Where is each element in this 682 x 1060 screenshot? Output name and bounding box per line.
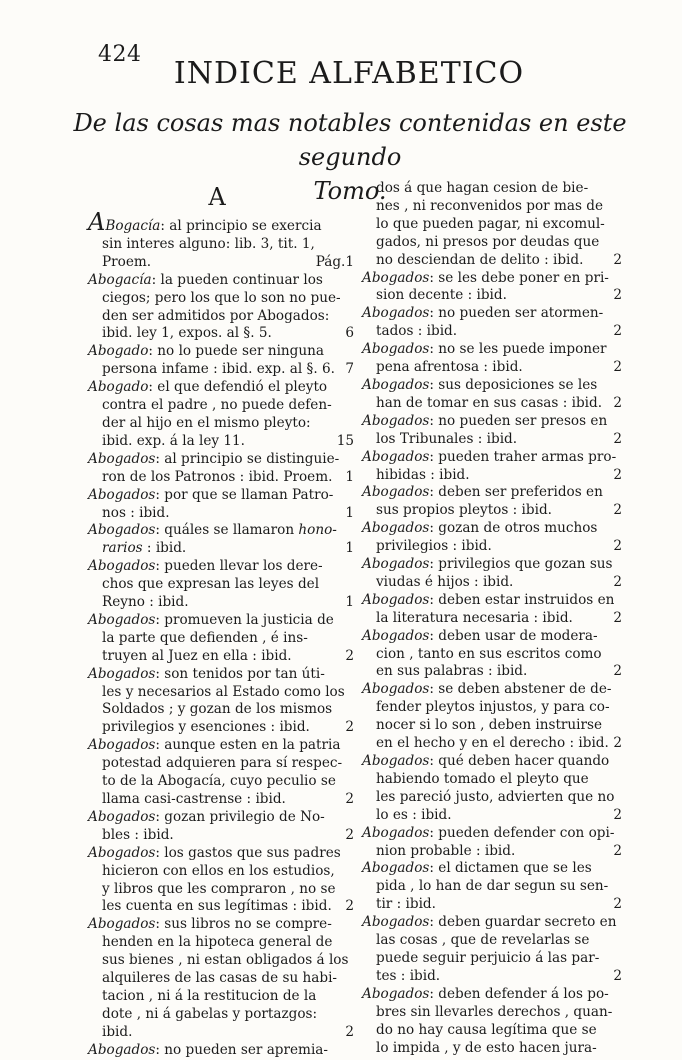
page-reference: 2 — [613, 502, 622, 519]
entry-text: henden en la hipoteca general de — [102, 934, 333, 951]
entry-line — [362, 789, 614, 807]
entry-text: : sus deposiciones se les — [429, 376, 598, 393]
entry-line — [88, 308, 346, 326]
page-reference: 6 — [345, 325, 354, 342]
index-entry — [362, 914, 622, 986]
entry-text: sion decente : ibid. — [376, 287, 507, 304]
entry-line — [88, 916, 346, 934]
entry-text: los Tribunales : ibid. — [376, 430, 518, 447]
index-column-right — [362, 180, 622, 1057]
entry-heading: Abogados — [362, 681, 430, 698]
entry-text: : sus libros no se compre- — [155, 916, 332, 933]
entry-text: gados, ni presos por deudas que — [376, 233, 600, 250]
entry-line — [362, 270, 614, 288]
index-entry — [88, 1042, 346, 1060]
page-reference: 2 — [345, 719, 354, 736]
entry-text: : se deben abstener de de- — [429, 681, 612, 698]
entry-heading: Abogados — [362, 412, 430, 429]
entry-line — [88, 236, 346, 254]
entry-text: no desciendan de delito : ibid. — [376, 251, 584, 268]
entry-line — [362, 628, 614, 646]
entry-text: truyen al Juez en ella : ibid. — [102, 647, 292, 664]
entry-text: : no lo puede ser ninguna — [148, 343, 325, 360]
page-reference: 2 — [345, 898, 354, 915]
entry-line — [88, 379, 346, 397]
entry-text: les cuenta en sus legítimas : ibid. — [102, 898, 332, 915]
entry-line — [88, 701, 346, 719]
entry-line — [362, 216, 614, 234]
entry-line — [362, 735, 622, 753]
entry-text: : aunque esten en la patria — [155, 737, 341, 754]
index-entry — [362, 448, 622, 485]
index-entry — [362, 520, 622, 556]
entry-line — [88, 487, 346, 505]
entry-heading: Abogados — [88, 1041, 156, 1058]
entry-line — [362, 914, 617, 932]
entry-line — [88, 343, 346, 361]
entry-text: : pueden traher armas pro- — [429, 448, 617, 465]
entry-text: : gozan privilegio de No- — [155, 808, 325, 825]
entry-text: contra el padre , no puede defen- — [102, 397, 332, 414]
index-entry — [88, 486, 354, 523]
page-reference: 1 — [345, 468, 354, 485]
entry-heading: Abogados — [362, 860, 430, 877]
index-entry — [362, 627, 622, 682]
entry-text: llama casi-castrense : ibid. — [102, 791, 286, 807]
entry-text: nion probable : ibid. — [376, 842, 516, 859]
entry-line — [362, 932, 614, 950]
entry-line — [88, 397, 346, 415]
entry-heading: Abogados — [362, 824, 430, 841]
entry-text: la parte que defienden , é ins- — [102, 629, 308, 646]
entry-line — [88, 898, 354, 916]
index-entry — [88, 808, 354, 845]
entry-text: : ibid. — [142, 540, 187, 557]
entry-text: Proem. — [102, 253, 152, 270]
entry-line — [88, 1023, 354, 1042]
entry-heading: Abogados — [88, 808, 156, 825]
index-entry — [362, 412, 622, 449]
index-entry — [88, 208, 354, 272]
entry-italic-tail: hono- — [298, 522, 337, 539]
entry-line — [88, 970, 346, 988]
entry-line — [362, 878, 614, 896]
entry-line — [88, 432, 354, 451]
entry-text: : deben usar de modera- — [429, 627, 598, 644]
entry-italic-text: rarios — [102, 540, 143, 557]
page-reference: 2 — [613, 323, 622, 340]
entry-text: pida , lo han de dar segun su sen- — [376, 878, 609, 895]
entry-heading: Abogados — [362, 448, 430, 465]
entry-text: : los gastos que sus padres — [155, 844, 341, 861]
entry-text: en el hecho y en el derecho : ibid. — [376, 735, 609, 752]
entry-text: nos : ibid. — [102, 504, 170, 521]
entry-line — [88, 325, 354, 343]
page-reference: 2 — [613, 394, 622, 411]
entry-line — [88, 719, 354, 737]
entry-heading: Abogacía — [88, 271, 152, 288]
entry-text: : deben estar instruidos en — [429, 591, 615, 608]
entry-text: ibid. — [102, 1023, 133, 1040]
entry-text: : gozan de otros muchos — [429, 520, 598, 537]
entry-text: dote , ni á gabelas y portazgos: — [102, 1005, 318, 1022]
index-entry — [88, 665, 354, 738]
index-entry — [362, 305, 622, 341]
entry-text: : no pueden ser apremia- — [155, 1041, 328, 1058]
entry-line — [88, 468, 354, 487]
entry-text: ron de los Patronos : ibid. Proem. — [102, 468, 333, 485]
entry-heading: Abogados — [88, 737, 156, 754]
entry-text: : la pueden continuar los — [151, 271, 323, 288]
entry-text: les pareció justo, advierten que no — [376, 788, 615, 805]
index-entry — [362, 376, 622, 413]
page-reference: 15 — [336, 432, 354, 449]
entry-text: tes : ibid. — [376, 967, 441, 984]
entry-heading: Abogados — [362, 914, 430, 931]
page-reference: 2 — [613, 430, 622, 447]
entry-heading: Abogados — [88, 916, 156, 933]
entry-heading: Abogados — [362, 627, 430, 644]
index-entry — [362, 860, 622, 914]
entry-text: privilegios y esenciones : ibid. — [102, 719, 310, 736]
index-column-left — [88, 182, 354, 1060]
subtitle-line-1: De las cosas mas notables contenidas en este segundo — [73, 109, 627, 171]
entry-line — [362, 699, 614, 717]
entry-line — [88, 809, 346, 827]
entry-text: do no hay causa legítima que se — [376, 1021, 597, 1038]
index-entry — [362, 269, 622, 306]
page-reference: 2 — [613, 806, 622, 823]
entry-line — [362, 663, 622, 681]
entry-text: en sus palabras : ibid. — [376, 663, 528, 680]
entry-line — [362, 466, 622, 485]
entry-heading: Abogado — [88, 343, 149, 360]
index-entry — [88, 737, 354, 809]
entry-text: habiendo tomado el pleyto que — [376, 770, 589, 787]
entry-line — [88, 612, 346, 630]
entry-line — [88, 576, 346, 594]
entry-line — [362, 1004, 614, 1022]
entry-heading: Abogados — [362, 556, 430, 573]
entry-text: cion , tanto en sus escritos como — [376, 645, 602, 662]
index-entry — [88, 558, 354, 612]
page-reference: 2 — [613, 251, 622, 268]
entry-dropcap: A — [88, 208, 106, 236]
entry-text: : no pueden ser atormen- — [429, 305, 604, 322]
entry-line — [88, 253, 354, 272]
entry-line — [362, 556, 614, 574]
entry-text: : pueden defender con opi- — [429, 824, 615, 841]
page-reference: 2 — [613, 663, 622, 680]
entry-heading: Abogados — [362, 484, 430, 501]
entry-heading: Abogados — [88, 611, 156, 628]
entry-line — [88, 272, 346, 290]
entry-line — [88, 647, 354, 666]
entry-line — [362, 842, 622, 861]
entry-text: Reyno : ibid. — [102, 594, 189, 611]
entry-heading: Abogados — [362, 341, 430, 358]
entry-text: hicieron con ellos en los estudios, — [102, 862, 335, 879]
page-reference: 2 — [613, 359, 622, 376]
entry-text: alquileres de las casas de su habi- — [102, 970, 338, 987]
entry-text: fender pleytos injustos, y para co- — [376, 699, 610, 716]
entry-line — [362, 502, 622, 520]
entry-text: : al principio se distinguie- — [155, 450, 340, 467]
entry-line — [88, 737, 346, 755]
entry-line — [88, 863, 346, 881]
index-entry — [88, 271, 354, 344]
entry-line — [88, 361, 354, 379]
entry-line — [362, 538, 622, 556]
entry-line — [362, 896, 622, 914]
entry-line — [362, 753, 614, 771]
entry-line — [362, 825, 614, 843]
entry-text: : promueven la justicia de — [155, 611, 334, 628]
index-entry — [362, 341, 622, 377]
entry-line — [362, 681, 614, 699]
entry-line — [362, 341, 614, 359]
entry-line — [362, 1022, 614, 1040]
entry-line — [362, 771, 614, 789]
entry-line — [362, 573, 622, 592]
page-reference: 2 — [613, 538, 622, 555]
entry-heading: Abogados — [362, 305, 430, 322]
index-entry — [362, 681, 622, 753]
entry-text: puede seguir perjuicio á las par- — [376, 949, 600, 966]
entry-line — [88, 826, 354, 845]
entry-text: bles : ibid. — [102, 826, 174, 843]
entry-text: : no se les puede imponer — [429, 341, 607, 358]
entry-heading: Abogados — [362, 753, 430, 769]
entry-line — [88, 845, 346, 863]
entry-line — [362, 806, 622, 825]
entry-text: lo es : ibid. — [376, 806, 452, 823]
entry-line — [362, 323, 622, 341]
entry-line — [362, 234, 614, 252]
entry-line — [362, 198, 614, 216]
index-entry — [88, 379, 354, 451]
entry-line — [362, 967, 622, 986]
entry-heading: Abogados — [362, 985, 430, 1002]
entry-heading: Abogados — [88, 665, 156, 682]
entry-text: sus propios pleytos : ibid. — [376, 502, 552, 519]
entry-line — [362, 251, 622, 270]
entry-line — [88, 791, 354, 809]
entry-text: : no pueden ser presos en — [429, 412, 608, 429]
entry-line — [88, 773, 346, 791]
entry-line — [362, 394, 622, 413]
page-reference: 2 — [613, 735, 622, 752]
entry-text: tacion , ni á la restitucion de la — [102, 987, 317, 1004]
entry-text: ciegos; pero los que lo son no pue- — [102, 289, 341, 306]
page-reference: 2 — [613, 287, 622, 304]
entry-heading: Abogados — [88, 844, 156, 861]
entry-heading: Abogados — [88, 558, 156, 575]
page-reference: Pág.1 — [315, 253, 354, 270]
entry-line — [88, 504, 354, 523]
entry-text: chos que expresan las leyes del — [102, 576, 320, 593]
entry-text: : deben ser preferidos en — [429, 484, 603, 501]
entry-line — [362, 413, 614, 431]
entry-text: nes , ni reconvenidos por mas de — [376, 197, 604, 214]
entry-line — [362, 646, 614, 664]
entry-text: to de la Abogacía, cuyo peculio se — [102, 773, 336, 790]
index-entry — [362, 824, 622, 861]
index-entry — [88, 522, 354, 558]
entry-line — [362, 448, 617, 467]
entry-text: hibidas : ibid. — [376, 466, 470, 483]
entry-text: la literatura necesaria : ibid. — [376, 609, 573, 626]
entry-line — [88, 415, 346, 433]
entry-text: dos á que hagan cesion de bie- — [376, 180, 589, 196]
entry-text: : pueden llevar los dere- — [155, 558, 323, 575]
entry-line — [362, 484, 614, 502]
entry-text: ibid. exp. á la ley 11. — [102, 432, 246, 449]
entry-line — [362, 377, 614, 395]
index-entry — [362, 180, 622, 270]
entry-line — [88, 934, 346, 952]
entry-text: potestad adquieren para sí respec- — [102, 755, 343, 772]
entry-text: tir : ibid. — [376, 896, 436, 913]
entry-text: : el dictamen que se les — [429, 860, 592, 877]
entry-line — [88, 522, 346, 540]
entry-text: : deben guardar secreto en — [429, 914, 617, 931]
entry-heading: Abogados — [362, 591, 430, 608]
page-reference: 2 — [613, 573, 622, 590]
page-reference: 2 — [345, 647, 354, 664]
index-entry — [362, 753, 622, 825]
index-entry — [362, 556, 622, 592]
entry-text: ibid. ley 1, expos. al §. 5. — [102, 325, 272, 342]
entry-line — [88, 952, 349, 970]
entry-text: nocer si lo son , deben instruirse — [376, 717, 603, 734]
entry-line — [362, 717, 614, 735]
entry-heading: Abogados — [88, 486, 156, 503]
entry-line — [362, 592, 614, 610]
entry-line — [362, 305, 614, 323]
index-entry — [88, 844, 354, 917]
entry-text: sus bienes , ni estan obligados á los — [102, 952, 349, 969]
entry-line — [362, 950, 614, 968]
entry-line — [362, 860, 614, 878]
entry-text: den ser admitidos por Abogados: — [102, 307, 330, 324]
entry-line — [88, 540, 354, 558]
index-entry — [88, 611, 354, 666]
index-entry — [88, 916, 354, 1041]
entry-text: viudas é hijos : ibid. — [376, 573, 514, 590]
entry-text: : deben defender á los po- — [429, 985, 609, 1002]
entry-line — [362, 430, 622, 449]
entry-text: han de tomar en sus casas : ibid. — [376, 394, 603, 411]
entry-heading: Abogados — [88, 522, 156, 539]
entry-text: : al principio se exercia — [160, 218, 322, 234]
entry-heading: Abogados — [88, 450, 156, 467]
entry-text: : el que defendió el pleyto — [148, 379, 328, 396]
entry-text: der al hijo en el mismo pleyto: — [102, 414, 311, 431]
page-reference: 2 — [613, 967, 622, 984]
entry-text: pena afrentosa : ibid. — [376, 359, 523, 376]
index-entry — [362, 484, 622, 520]
entry-text: las cosas , que de revelarlas se — [376, 932, 590, 949]
entry-line — [88, 290, 346, 308]
entry-text: : se les debe poner en pri- — [429, 269, 609, 286]
page-reference: 1 — [345, 504, 354, 521]
entry-text: privilegios : ibid. — [376, 538, 492, 555]
entry-line — [362, 1040, 614, 1058]
entry-text: : por que se llaman Patro- — [155, 486, 334, 503]
index-entry — [88, 450, 354, 487]
page-reference: 2 — [613, 466, 622, 483]
entry-heading: Abogado — [88, 379, 149, 396]
entry-text: lo impida , y de esto hacen jura- — [376, 1039, 597, 1056]
entry-text: : qué deben hacer quando — [429, 753, 610, 769]
page-reference: 2 — [613, 609, 622, 626]
page-title: INDICE ALFABETICO — [173, 56, 525, 91]
page-reference: 2 — [613, 842, 622, 859]
page-reference: 1 — [345, 594, 354, 611]
entry-text: Soldados ; y gozan de los mismos — [102, 701, 333, 718]
entry-text: bres sin llevarles derechos , quan- — [376, 1003, 613, 1020]
entry-line — [362, 520, 614, 538]
entry-text: : privilegios que gozan sus — [429, 556, 613, 573]
entry-line — [88, 988, 346, 1006]
entry-heading: Abogados — [362, 376, 430, 393]
entry-line — [88, 666, 346, 684]
entry-line — [362, 359, 622, 377]
entry-line — [88, 755, 346, 773]
entry-line — [362, 986, 614, 1004]
entry-text: lo que pueden pagar, ni excomul- — [376, 215, 605, 232]
entry-text: : quáles se llamaron — [155, 522, 299, 539]
page-reference: 2 — [613, 896, 622, 913]
entry-line — [362, 287, 622, 305]
entry-text: persona infame : ibid. exp. al §. 6. — [102, 361, 335, 378]
entry-text: tados : ibid. — [376, 323, 458, 340]
entry-heading: Abogados — [362, 269, 430, 286]
page-reference: 2 — [345, 1023, 354, 1040]
index-entry — [362, 986, 614, 1058]
entry-line — [88, 208, 346, 236]
entry-line — [88, 594, 354, 612]
entry-line — [88, 630, 346, 648]
entry-text: y libros que les compraron , no se — [102, 880, 336, 897]
entry-line — [88, 881, 346, 899]
index-entry — [362, 591, 622, 628]
entry-text: les y necesarios al Estado como los — [102, 683, 345, 700]
subtitle-line-2: Tomo. — [313, 177, 387, 205]
entry-heading: Bogacía — [105, 218, 161, 234]
entry-line — [88, 451, 346, 469]
page-reference: 1 — [345, 540, 354, 557]
entry-heading: Abogados — [362, 520, 430, 537]
entry-line — [362, 609, 622, 628]
page-reference: 2 — [345, 791, 354, 807]
entry-line — [362, 180, 614, 198]
entry-line — [88, 684, 346, 702]
entry-line — [88, 1006, 346, 1024]
entry-line — [88, 1042, 346, 1060]
section-letter: A — [208, 183, 226, 211]
page-reference: 7 — [345, 361, 354, 378]
entry-line — [88, 558, 346, 576]
page-reference: 2 — [345, 826, 354, 843]
entry-text: : son tenidos por tan úti- — [155, 665, 325, 682]
page-number: 424 — [98, 42, 142, 67]
entry-text: sin interes alguno: lib. 3, tit. 1, — [102, 235, 315, 252]
index-entry — [88, 343, 354, 379]
